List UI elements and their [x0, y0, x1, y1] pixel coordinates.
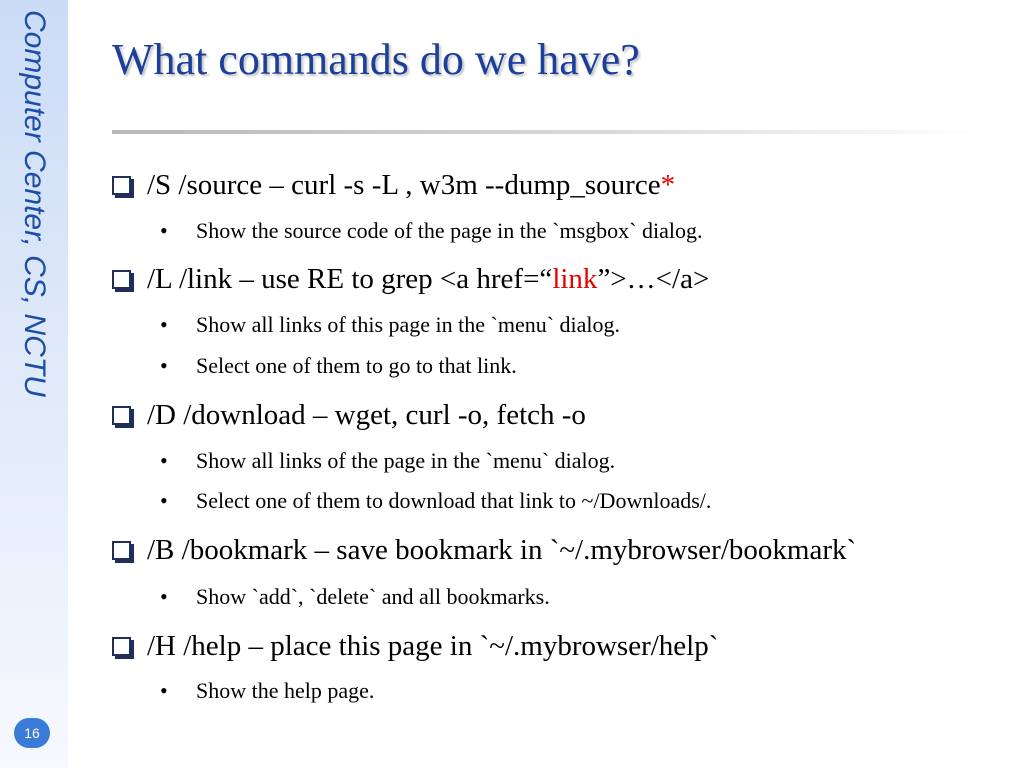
sidebar: [0, 0, 68, 768]
checkbox-bullet-icon: [112, 176, 131, 195]
item-text-post: ”>…</a>: [597, 263, 710, 295]
sub-bullet-text: Show `add`, `delete` and all bookmarks.: [196, 584, 550, 609]
bullet-dot-icon: •: [160, 353, 168, 378]
sub-bullet: [160, 311, 620, 339]
sub-bullet-text: Show the source code of the page in the `msgbox` dialog.: [196, 218, 703, 243]
bullet-item-bookmark: [108, 532, 856, 568]
sub-bullet: [160, 677, 374, 705]
checkbox-bullet-icon: [112, 637, 131, 656]
page-number-badge: 16: [14, 718, 50, 748]
sub-bullet: [160, 447, 615, 475]
bullet-dot-icon: •: [160, 584, 168, 609]
bullet-dot-icon: •: [160, 448, 168, 473]
item-highlight: link: [552, 263, 598, 295]
bullet-item-source: [108, 167, 675, 203]
item-highlight: *: [660, 169, 676, 201]
item-text: /B /bookmark – save bookmark in `~/.mybrowser/bookmark`: [147, 534, 857, 566]
bullet-dot-icon: •: [160, 218, 168, 243]
slide-title: What commands do we have?: [112, 35, 640, 84]
item-text: /H /help – place this page in `~/.mybrowser/help`: [147, 630, 719, 662]
checkbox-bullet-icon: [112, 270, 131, 289]
checkbox-bullet-icon: [112, 406, 131, 425]
bullet-item-link: [108, 261, 709, 297]
bullet-dot-icon: •: [160, 312, 168, 337]
sub-bullet-text: Select one of them to download that link to ~/Downloads/.: [196, 488, 712, 513]
sub-bullet-text: Show all links of the page in the `menu` dialog.: [196, 448, 616, 473]
item-text: /S /source – curl -s -L , w3m --dump_source: [147, 169, 661, 201]
sub-bullet: [160, 487, 711, 515]
sub-bullet: [160, 352, 517, 380]
title-divider: [112, 130, 980, 134]
item-text: /D /download – wget, curl -o, fetch -o: [147, 399, 586, 431]
bullet-item-help: [108, 628, 718, 664]
bullet-dot-icon: •: [160, 488, 168, 513]
sub-bullet-text: Show the help page.: [196, 678, 375, 703]
bullet-dot-icon: •: [160, 678, 168, 703]
sidebar-label: Computer Center, CS, NCTU: [18, 10, 51, 397]
sub-bullet-text: Show all links of this page in the `menu` dialog.: [196, 312, 621, 337]
sub-bullet: [160, 583, 550, 611]
checkbox-bullet-icon: [112, 541, 131, 560]
sub-bullet-text: Select one of them to go to that link.: [196, 353, 517, 378]
sub-bullet: [160, 217, 702, 245]
bullet-item-download: [108, 397, 586, 433]
item-text: /L /link – use RE to grep <a href=“: [147, 263, 553, 295]
